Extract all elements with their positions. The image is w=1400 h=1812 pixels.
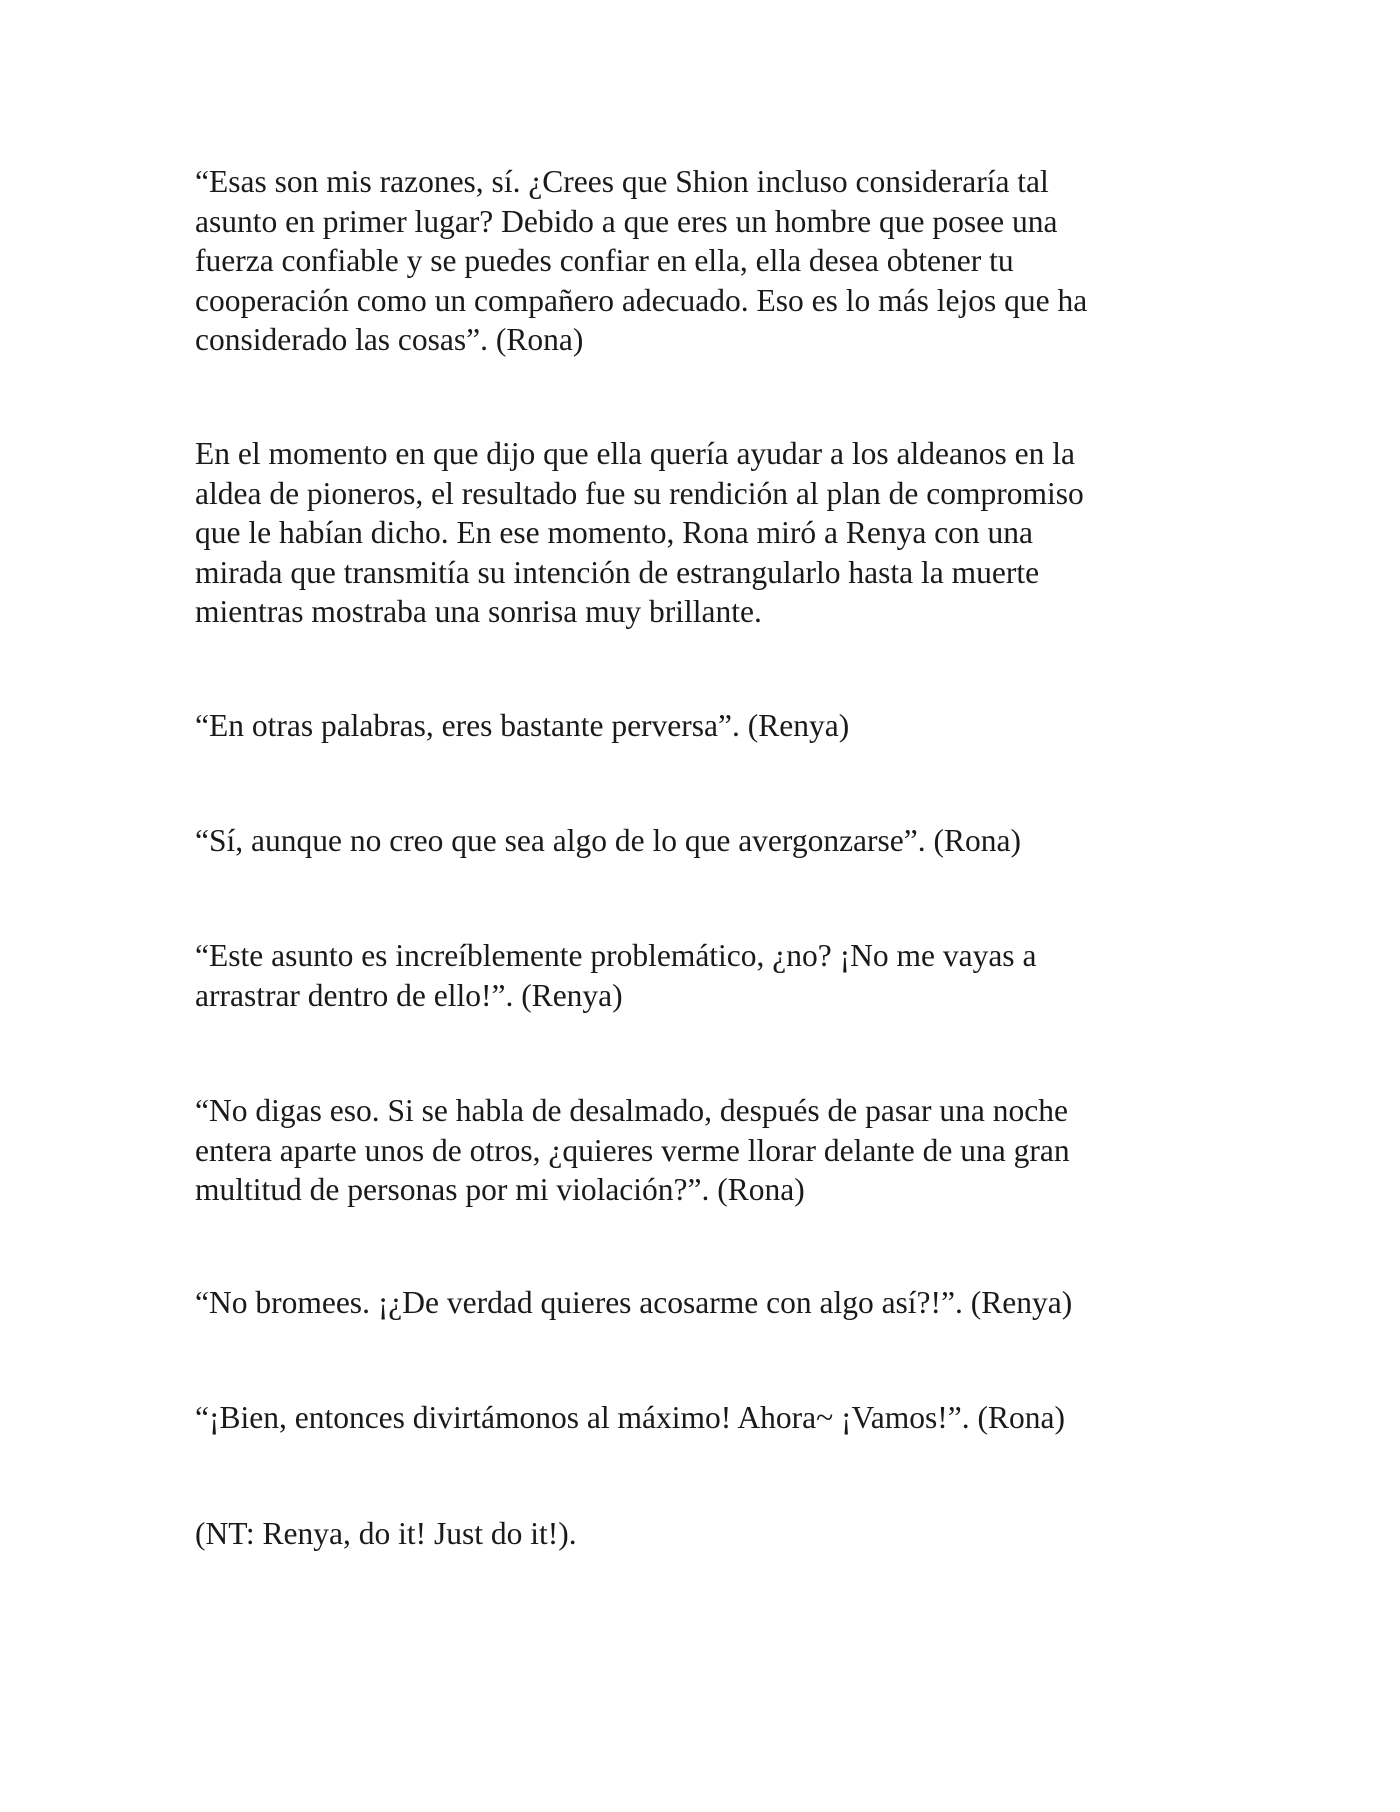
text-line: “En otras palabras, eres bastante perversa”. (Renya) (195, 708, 850, 743)
paragraph-renya-no-bromees (195, 1283, 1235, 1323)
text-line: considerado las cosas”. (Rona) (195, 322, 584, 357)
paragraph-rona-avergonzarse (195, 821, 1235, 861)
paragraph-narration (195, 434, 1235, 632)
paragraph-rona-reasons (195, 162, 1235, 360)
text-line: “Este asunto es increíblemente problemático, ¿no? ¡No me vayas a (195, 938, 1037, 973)
text-line: “No digas eso. Si se habla de desalmado, después de pasar una noche (195, 1093, 1068, 1128)
paragraph-renya-perversa (195, 706, 1235, 746)
text-line: mirada que transmitía su intención de estrangularlo hasta la muerte (195, 554, 1040, 590)
text-line: arrastrar dentro de ello!”. (Renya) (195, 977, 623, 1013)
text-line: asunto en primer lugar? Debido a que eres un hombre que posee una (195, 203, 1058, 239)
text-line: entera aparte unos de otros, ¿quieres verme llorar delante de una gran (195, 1132, 1070, 1168)
paragraph-rona-no-digas (195, 1091, 1235, 1210)
text-line: En el momento en que dijo que ella quería ayudar a los aldeanos en la (195, 436, 1075, 471)
text-line: “No bromees. ¡¿De verdad quieres acosarme con algo así?!”. (Renya) (195, 1285, 1073, 1320)
text-line: “Sí, aunque no creo que sea algo de lo que avergonzarse”. (Rona) (195, 823, 1021, 858)
paragraph-rona-vamos (195, 1398, 1235, 1438)
paragraph-renya-problematico (195, 936, 1235, 1015)
text-line: “Esas son mis razones, sí. ¿Crees que Shion incluso consideraría tal (195, 164, 1049, 199)
text-line: que le habían dicho. En ese momento, Rona miró a Renya con una (195, 515, 1034, 550)
text-line: (NT: Renya, do it! Just do it!). (195, 1516, 577, 1551)
text-line: fuerza confiable y se puedes confiar en ella, ella desea obtener tu (195, 243, 1014, 278)
text-line: “¡Bien, entonces divirtámonos al máximo! Ahora~ ¡Vamos!”. (Rona) (195, 1400, 1065, 1435)
text-line: cooperación como un compañero adecuado. Eso es lo más lejos que ha (195, 282, 1088, 318)
text-line: multitud de personas por mi violación?”. (Rona) (195, 1172, 805, 1207)
paragraph-translator-note (195, 1514, 1235, 1554)
text-line: mientras mostraba una sonrisa muy brillante. (195, 594, 762, 629)
text-line: aldea de pioneros, el resultado fue su rendición al plan de compromiso (195, 475, 1084, 511)
